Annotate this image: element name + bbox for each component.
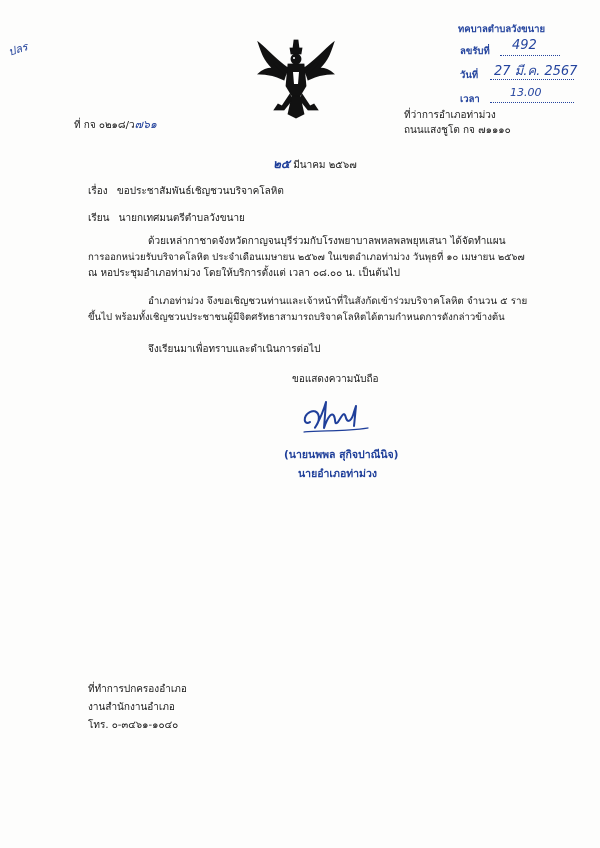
letter-date bbox=[273, 158, 357, 172]
signer-name: (นายนพพล สุกิจปาณีนิจ) bbox=[284, 449, 399, 461]
footer-phone: โทร. ๐-๓๔๖๑-๑๐๔๐ bbox=[88, 720, 179, 731]
recipient-label: เรียน bbox=[88, 213, 110, 224]
closing-salutation: ขอแสดงความนับถือ bbox=[292, 374, 379, 385]
doc-number-prefix: ที่ กจ ๐๒๑๘/ว bbox=[74, 120, 135, 131]
stamp-receive-label: ลขรับที่ bbox=[460, 46, 490, 57]
garuda-emblem bbox=[254, 38, 338, 120]
stamp-time-value: 13.00 bbox=[510, 86, 542, 99]
signature bbox=[298, 392, 378, 438]
date-handwritten-day: ๒๕ bbox=[273, 157, 290, 171]
subject-label: เรื่อง bbox=[88, 186, 108, 197]
office-line-1: ที่ว่าการอำเภอท่าม่วง bbox=[404, 110, 496, 121]
corner-annotation: ปลร bbox=[6, 40, 30, 59]
para1-line1: ด้วยเหล่ากาชาดจังหวัดกาญจนบุรีร่วมกับโรงพยาบาลพหลพลพยุหเสนา ได้จัดทำแผน bbox=[148, 236, 506, 247]
para3: จึงเรียนมาเพื่อทราบและดำเนินการต่อไป bbox=[148, 344, 321, 355]
stamp-date-value: 27 มี.ค. 2567 bbox=[494, 64, 578, 79]
subject bbox=[88, 186, 284, 198]
footer-line-1: ที่ทำการปกครองอำเภอ bbox=[88, 684, 187, 695]
para2-line1: อำเภอท่าม่วง จึงขอเชิญชวนท่านและเจ้าหน้าที่ในสังกัดเข้าร่วมบริจาคโลหิต จำนวน ๕ ราย bbox=[148, 296, 528, 307]
recipient bbox=[88, 213, 245, 225]
stamp-date-label: วันที่ bbox=[460, 70, 479, 81]
stamp-receive-number: 492 bbox=[512, 38, 537, 53]
subject-text: ขอประชาสัมพันธ์เชิญชวนบริจาคโลหิต bbox=[116, 186, 284, 197]
doc-number-handwritten: ๗๖๑ bbox=[134, 118, 157, 131]
stamp-title: ทคบาลตำบลวังขนาย bbox=[458, 24, 546, 35]
footer-line-2: งานสำนักงานอำเภอ bbox=[88, 702, 175, 713]
signer-position: นายอำเภอท่าม่วง bbox=[298, 468, 378, 480]
para2-line2: ขึ้นไป พร้อมทั้งเชิญชวนประชาชนผู้มีจิตศรัทธาสามารถบริจาคโลหิตได้ตามกำหนดการดังกล่าวข้างต้น bbox=[88, 312, 505, 323]
recipient-text: นายกเทศมนตรีตำบลวังขนาย bbox=[118, 213, 245, 224]
stamp-time-label: เวลา bbox=[460, 94, 480, 105]
office-line-2: ถนนแสงชูโต กจ ๗๑๑๑๐ bbox=[404, 125, 511, 136]
doc-number bbox=[74, 119, 157, 132]
para1-line3: ณ หอประชุมอำเภอท่าม่วง โดยให้บริการตั้งแต่ เวลา ๐๘.๐๐ น. เป็นต้นไป bbox=[88, 268, 400, 279]
date-rest: มีนาคม ๒๕๖๗ bbox=[293, 160, 357, 171]
para1-line2: การออกหน่วยรับบริจาคโลหิต ประจำเดือนเมษายน ๒๕๖๗ ในเขตอำเภอท่าม่วง วันพุธที่ ๑๐ เมษายน ๒๕๖๗ bbox=[88, 252, 525, 263]
